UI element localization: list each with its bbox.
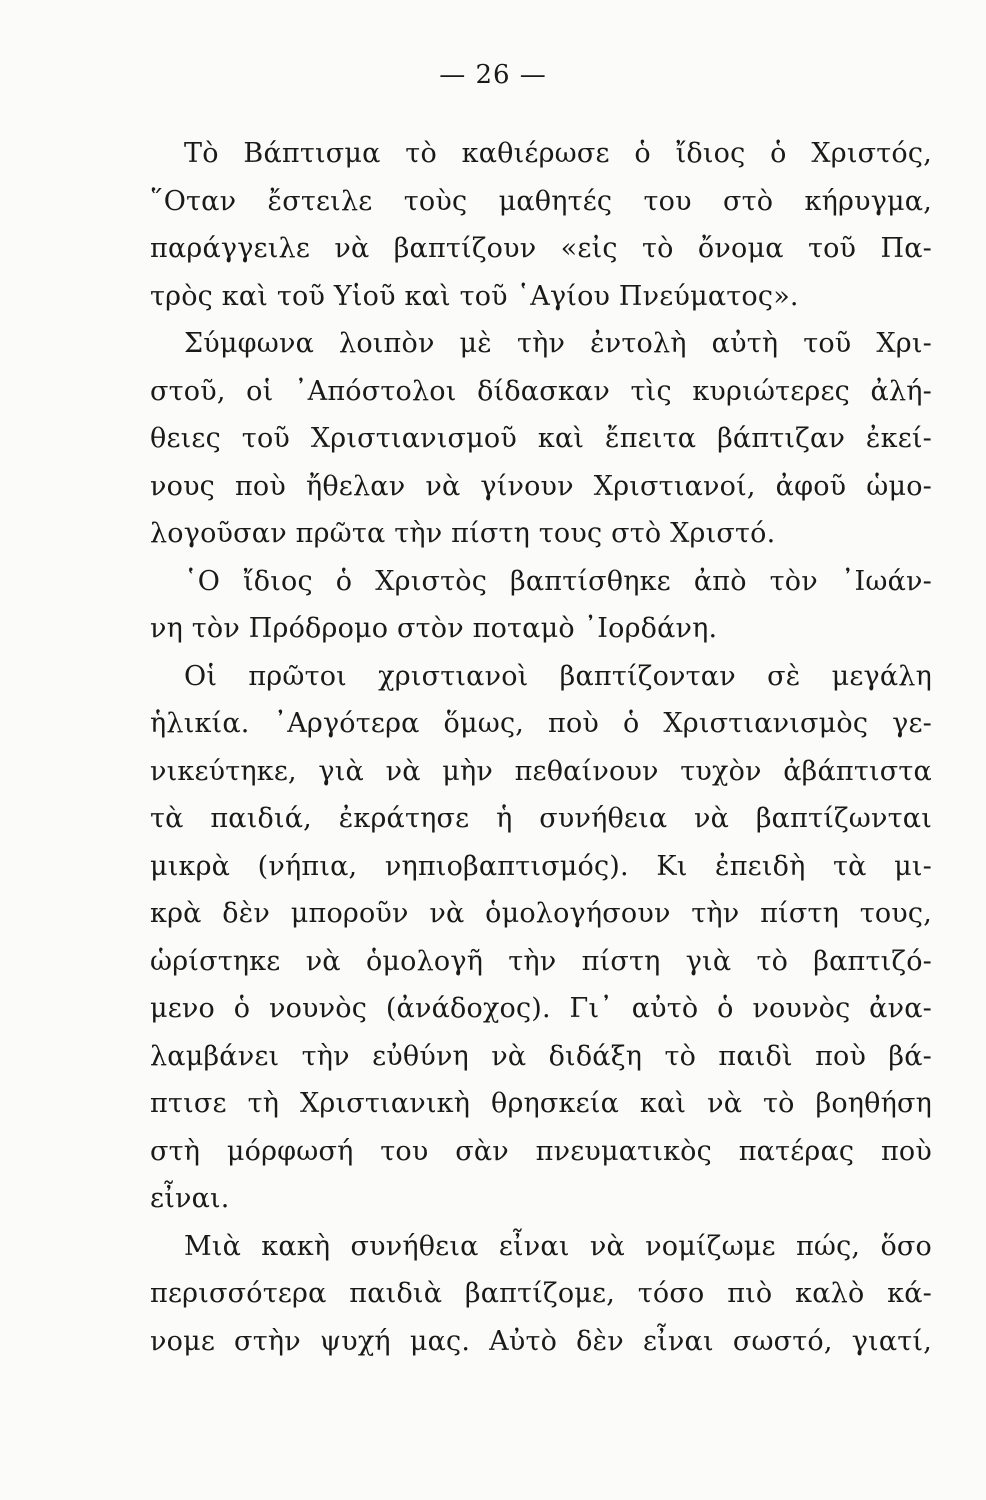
text-line: τὰ παιδιά, ἐκράτησε ἡ συνήθεια νὰ βαπτίζωνται — [150, 803, 932, 834]
text-line: λογοῦσαν πρῶτα τὴν πίστη τους στὸ Χριστό. — [150, 518, 776, 549]
text-line: παράγγειλε νὰ βαπτίζουν «εἰς τὸ ὄνομα τοῦ Πα- — [150, 233, 932, 264]
text-line: ἡλικία. ᾿Αργότερα ὅμως, ποὺ ὁ Χριστιανισμὸς γε- — [150, 708, 932, 739]
text-line: Μιὰ κακὴ συνήθεια εἶναι νὰ νομίζωμε πώς, ὅσο — [184, 1230, 932, 1262]
text-line: νους ποὺ ἤθελαν νὰ γίνουν Χριστιανοί, ἀφοῦ ὡμο- — [150, 470, 932, 502]
text-line: μενο ὁ νουνὸς (ἀνάδοχος). Γι᾿ αὐτὸ ὁ νουνὸς ἀνα- — [150, 993, 932, 1024]
text-line: τρὸς καὶ τοῦ Υἱοῦ καὶ τοῦ ῾Αγίου Πνεύματος». — [150, 280, 799, 312]
text-line: ὡρίστηκε νὰ ὁμολογῆ τὴν πίστη γιὰ τὸ βαπτιζό- — [150, 945, 932, 977]
text-line: θειες τοῦ Χριστιανισμοῦ καὶ ἔπειτα βάπτιζαν ἐκεί- — [150, 423, 932, 454]
text-line: εἶναι. — [150, 1183, 230, 1214]
text-line: νικεύτηκε, γιὰ νὰ μὴν πεθαίνουν τυχὸν ἀβάπτιστα — [150, 755, 932, 787]
text-line: ῾Ο ἴδιος ὁ Χριστὸς βαπτίσθηκε ἀπὸ τὸν ᾿Ιωάν- — [184, 565, 932, 597]
page-number: — 26 — — [439, 60, 547, 90]
text-line: λαμβάνει τὴν εὐθύνη νὰ διδάξη τὸ παιδὶ ποὺ βά- — [150, 1040, 932, 1072]
text-line: ῞Οταν ἔστειλε τοὺς μαθητές του στὸ κήρυγμα, — [150, 185, 932, 217]
body-text — [150, 130, 932, 1365]
text-line: περισσότερα παιδιὰ βαπτίζομε, τόσο πιὸ καλὸ κά- — [150, 1278, 932, 1309]
text-line: Τὸ Βάπτισμα τὸ καθιέρωσε ὁ ἴδιος ὁ Χριστός, — [184, 138, 932, 169]
text-line: κρὰ δὲν μποροῦν νὰ ὁμολογήσουν τὴν πίστη τους, — [150, 898, 932, 929]
text-line: πτισε τὴ Χριστιανικὴ θρησκεία καὶ νὰ τὸ βοηθήση — [150, 1088, 932, 1119]
text-line: Οἱ πρῶτοι χριστιανοὶ βαπτίζονταν σὲ μεγάλη — [184, 660, 932, 692]
text-line: στοῦ, οἱ ᾿Απόστολοι δίδασκαν τὶς κυριώτερες ἀλή- — [150, 375, 932, 407]
text-line: στὴ μόρφωσή του σὰν πνευματικὸς πατέρας ποὺ — [150, 1135, 932, 1167]
text-line: Σύμφωνα λοιπὸν μὲ τὴν ἐντολὴ αὐτὴ τοῦ Χρι- — [184, 328, 932, 359]
text-line: νη τὸν Πρόδρομο στὸν ποταμὸ ᾿Ιορδάνη. — [150, 613, 718, 644]
text-line: μικρὰ (νήπια, νηπιοβαπτισμός). Κι ἐπειδὴ τὰ μι- — [150, 850, 932, 882]
text-line: νομε στὴν ψυχή μας. Αὐτὸ δὲν εἶναι σωστό, γιατί, — [150, 1325, 932, 1357]
